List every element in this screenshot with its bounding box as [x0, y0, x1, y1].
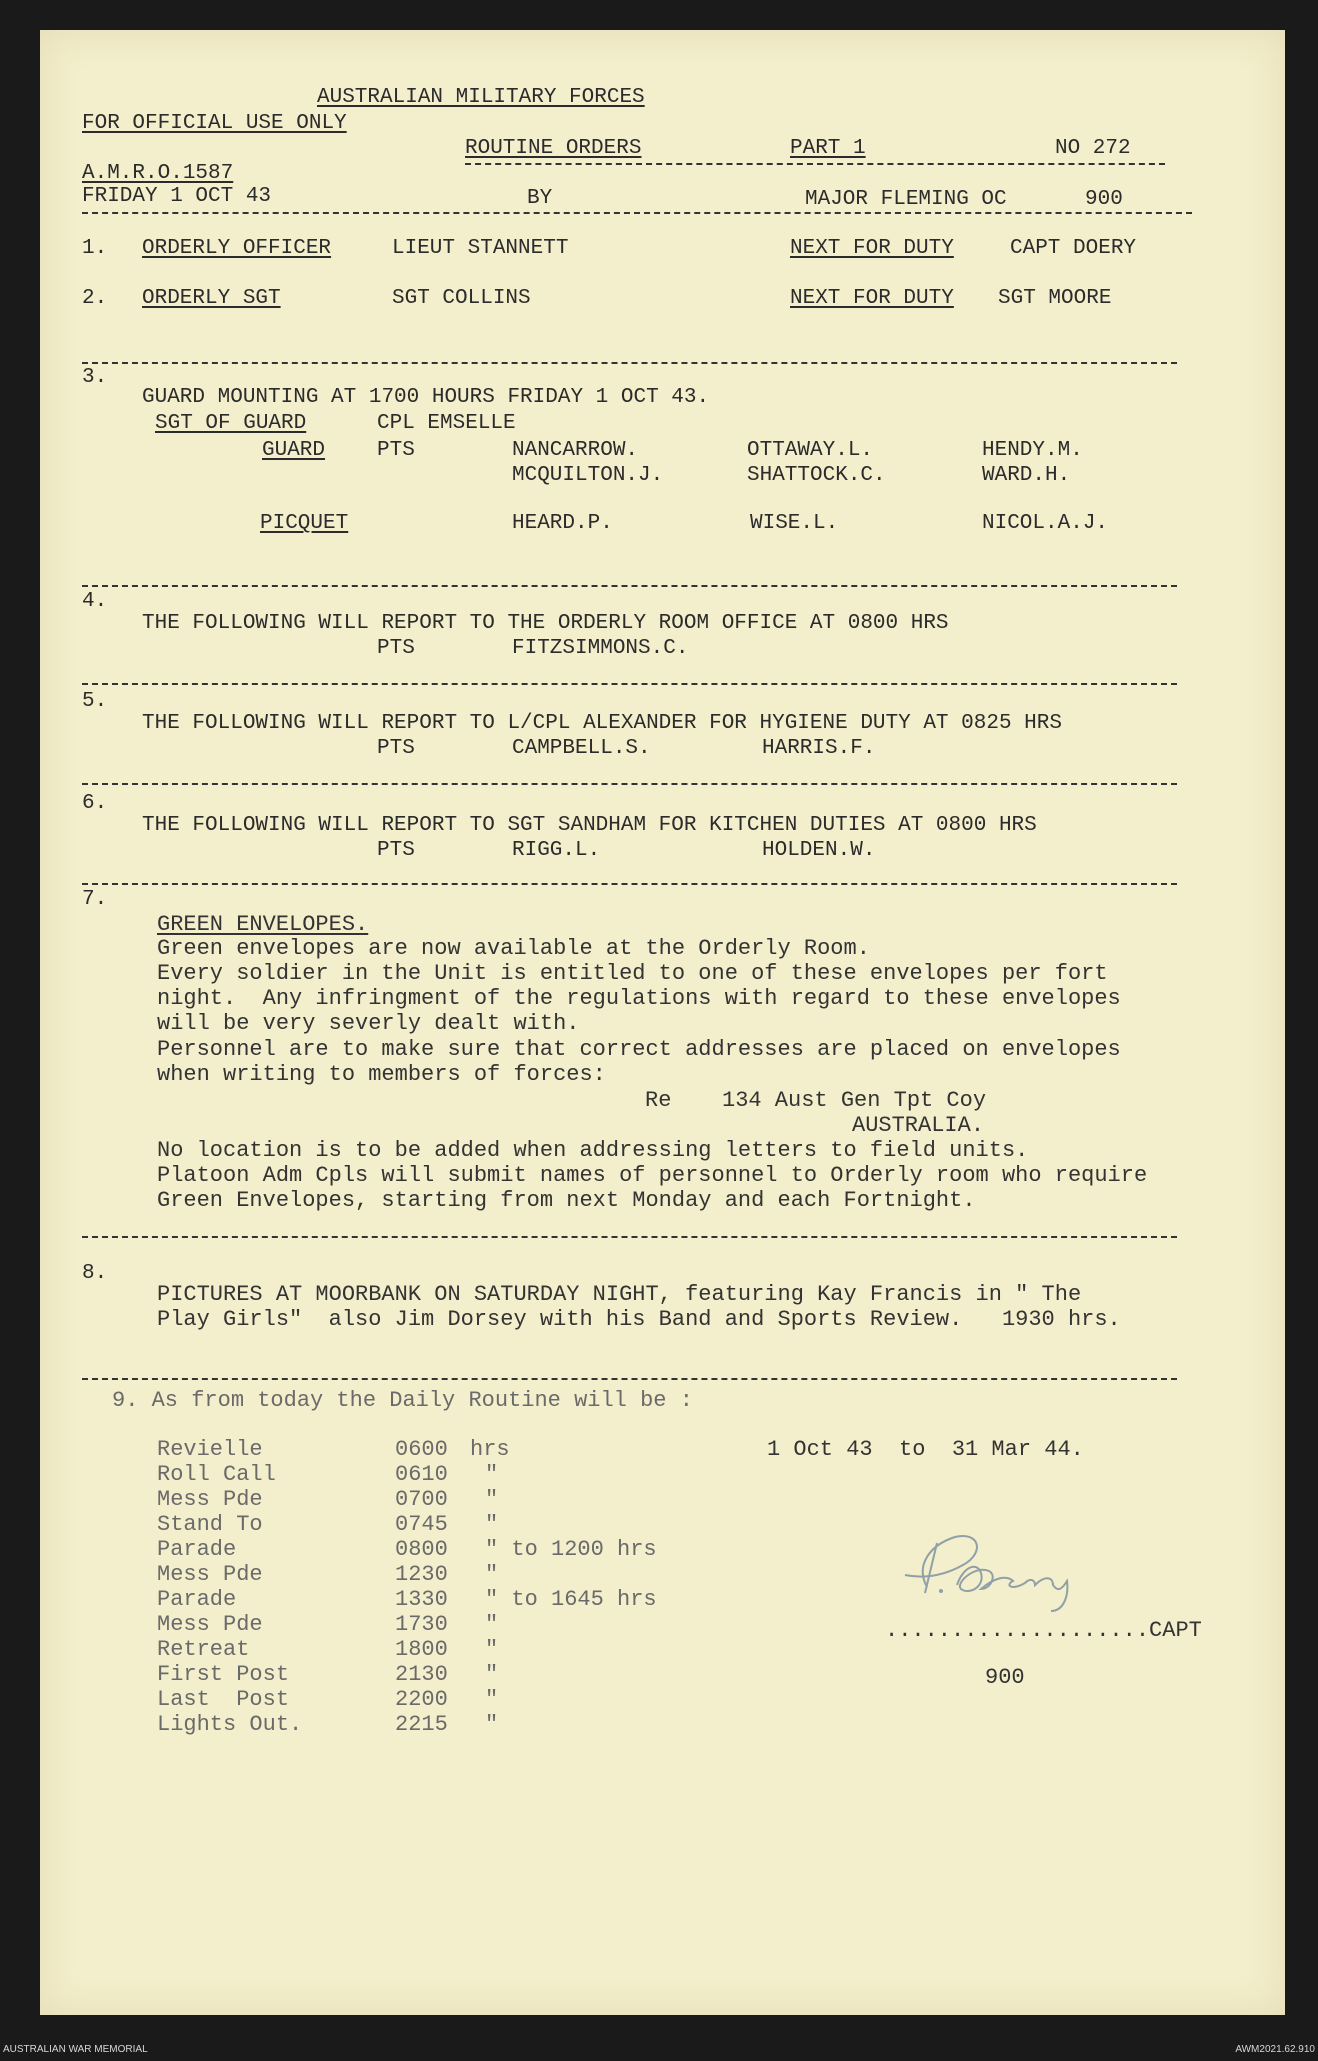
- document-title: AUSTRALIAN MILITARY FORCES: [317, 86, 645, 109]
- routine-item-name: Revielle: [157, 1437, 263, 1462]
- routine-item-time: 0610: [395, 1462, 448, 1487]
- archive-credit: AUSTRALIAN WAR MEMORIAL: [3, 2044, 148, 2055]
- routine-item-note: ": [485, 1562, 499, 1587]
- item-number: 4.: [82, 590, 108, 613]
- handwritten-signature: [885, 1525, 1115, 1615]
- section-rule: [82, 362, 1177, 364]
- routine-item-name: Stand To: [157, 1512, 263, 1537]
- picquet-name: WISE.L.: [750, 512, 839, 535]
- routine-item-name: Mess Pde: [157, 1487, 263, 1512]
- routine-item-name: First Post: [157, 1662, 290, 1687]
- routine-item-note: ": [485, 1687, 499, 1712]
- guard-name: NANCARROW.: [512, 439, 639, 462]
- picquet-name: NICOL.A.J.: [982, 512, 1109, 535]
- part-label: PART 1: [790, 137, 866, 160]
- routine-item-time: 1800: [395, 1637, 448, 1662]
- next-duty-officer: CAPT DOERY: [1010, 237, 1137, 260]
- routine-item-note: " to 1200 hrs: [485, 1537, 657, 1562]
- routine-item-note: ": [485, 1662, 499, 1687]
- item-number: 6.: [82, 792, 108, 815]
- routine-item-note: hrs: [470, 1437, 510, 1462]
- routine-period: 1 Oct 43 to 31 Mar 44.: [767, 1437, 1084, 1462]
- amro-reference: A.M.R.O.1587: [82, 162, 234, 185]
- paragraph-line: Green envelopes are now available at the Orderly Room.: [157, 936, 870, 961]
- item-number: 7.: [82, 888, 108, 911]
- signature-line: ....................CAPT: [885, 1618, 1202, 1643]
- routine-item-note: ": [485, 1712, 499, 1737]
- pts-label: PTS: [377, 439, 415, 462]
- sgt-of-guard-label: SGT OF GUARD: [155, 412, 307, 435]
- routine-item-time: 0800: [395, 1537, 448, 1562]
- routine-item-name: Parade: [157, 1587, 237, 1612]
- routine-item-name: Mess Pde: [157, 1612, 263, 1637]
- section-rule: [82, 683, 1177, 685]
- routine-item-name: Last Post: [157, 1687, 290, 1712]
- address-re-label: Re: [645, 1088, 672, 1113]
- section-rule: [82, 783, 1177, 785]
- header-rule: [465, 163, 1165, 165]
- next-duty-sgt: SGT MOORE: [998, 287, 1112, 310]
- address-line: AUSTRALIA.: [852, 1113, 985, 1138]
- pictures-notice-line: PICTURES AT MOORBANK ON SATURDAY NIGHT, featuring Kay Francis in " The: [157, 1282, 1082, 1307]
- routine-item-time: 0745: [395, 1512, 448, 1537]
- routine-item-time: 0700: [395, 1487, 448, 1512]
- personnel-name: RIGG.L.: [512, 839, 601, 862]
- orderly-sgt-name: SGT COLLINS: [392, 287, 531, 310]
- personnel-name: HOLDEN.W.: [762, 839, 876, 862]
- archive-reference: AWM2021.62.910: [1235, 2044, 1315, 2055]
- routine-item-note: ": [485, 1612, 499, 1637]
- commanding-officer: MAJOR FLEMING OC: [805, 188, 1007, 211]
- routine-item-time: 2200: [395, 1687, 448, 1712]
- official-use-label: FOR OFFICIAL USE ONLY: [82, 112, 347, 135]
- paragraph-line: when writing to members of forces:: [157, 1062, 606, 1087]
- routine-item-note: ": [485, 1637, 499, 1662]
- picquet-name: HEARD.P.: [512, 512, 613, 535]
- item-number: 8.: [82, 1262, 108, 1285]
- routine-item-name: Parade: [157, 1537, 237, 1562]
- next-duty-label: NEXT FOR DUTY: [790, 287, 954, 310]
- paragraph-line: Personnel are to make sure that correct addresses are placed on envelopes: [157, 1037, 1121, 1062]
- unit-number: 900: [1085, 188, 1123, 211]
- pts-label: PTS: [377, 637, 415, 660]
- guard-name: OTTAWAY.L.: [747, 439, 874, 462]
- report-instruction: THE FOLLOWING WILL REPORT TO SGT SANDHAM FOR KITCHEN DUTIES AT 0800 HRS: [142, 814, 1037, 837]
- item-number: 1.: [82, 237, 108, 260]
- sgt-of-guard-name: CPL EMSELLE: [377, 412, 516, 435]
- green-envelopes-heading: GREEN ENVELOPES.: [157, 912, 369, 937]
- item-number: 5.: [82, 690, 108, 713]
- routine-item-name: Retreat: [157, 1637, 250, 1662]
- personnel-name: CAMPBELL.S.: [512, 737, 651, 760]
- routine-orders-label: ROUTINE ORDERS: [465, 137, 642, 160]
- picquet-label: PICQUET: [260, 512, 349, 535]
- section-rule: [82, 1236, 1177, 1238]
- guard-name: SHATTOCK.C.: [747, 464, 886, 487]
- section-rule: [82, 883, 1177, 885]
- report-instruction: THE FOLLOWING WILL REPORT TO L/CPL ALEXANDER FOR HYGIENE DUTY AT 0825 HRS: [142, 712, 1062, 735]
- personnel-name: HARRIS.F.: [762, 737, 876, 760]
- routine-item-time: 2130: [395, 1662, 448, 1687]
- routine-item-time: 2215: [395, 1712, 448, 1737]
- routine-item-note: ": [485, 1512, 499, 1537]
- section-rule: [82, 1378, 1177, 1380]
- item-number: 2.: [82, 287, 108, 310]
- orderly-officer-label: ORDERLY OFFICER: [142, 237, 332, 260]
- guard-mounting-heading: GUARD MOUNTING AT 1700 HOURS FRIDAY 1 OCT 43.: [142, 386, 710, 409]
- guard-name: WARD.H.: [982, 464, 1071, 487]
- paragraph-line: will be very severly dealt with.: [157, 1011, 580, 1036]
- daily-routine-intro: 9. As from today the Daily Routine will be :: [112, 1388, 693, 1413]
- routine-item-time: 1330: [395, 1587, 448, 1612]
- routine-item-time: 1230: [395, 1562, 448, 1587]
- personnel-name: FITZSIMMONS.C.: [512, 637, 689, 660]
- guard-name: HENDY.M.: [982, 439, 1083, 462]
- paragraph-line: night. Any infringment of the regulations with regard to these envelopes: [157, 986, 1121, 1011]
- guard-name: MCQUILTON.J.: [512, 464, 664, 487]
- report-instruction: THE FOLLOWING WILL REPORT TO THE ORDERLY ROOM OFFICE AT 0800 HRS: [142, 612, 949, 635]
- pts-label: PTS: [377, 737, 415, 760]
- guard-label: GUARD: [262, 439, 326, 462]
- date-rule: [82, 212, 1192, 214]
- signature-unit: 900: [985, 1665, 1025, 1690]
- pts-label: PTS: [377, 839, 415, 862]
- orderly-officer-name: LIEUT STANNETT: [392, 237, 569, 260]
- address-line: 134 Aust Gen Tpt Coy: [722, 1088, 987, 1113]
- item-number: 3.: [82, 366, 108, 389]
- section-rule: [82, 585, 1177, 587]
- next-duty-label: NEXT FOR DUTY: [790, 237, 954, 260]
- by-label: BY: [527, 187, 553, 210]
- paragraph-line: Every soldier in the Unit is entitled to one of these envelopes per fort: [157, 961, 1108, 986]
- orderly-sgt-label: ORDERLY SGT: [142, 287, 281, 310]
- routine-item-name: Lights Out.: [157, 1712, 303, 1737]
- pictures-notice-line: Play Girls" also Jim Dorsey with his Band and Sports Review. 1930 hrs.: [157, 1307, 1121, 1332]
- routine-item-note: ": [485, 1487, 499, 1512]
- paragraph-line: No location is to be added when addressing letters to field units.: [157, 1138, 1029, 1163]
- paragraph-line: Green Envelopes, starting from next Monday and each Fortnight.: [157, 1188, 976, 1213]
- routine-item-note: " to 1645 hrs: [485, 1587, 657, 1612]
- document-page: [40, 30, 1285, 2015]
- routine-item-name: Roll Call: [157, 1462, 276, 1487]
- routine-item-time: 0600: [395, 1437, 448, 1462]
- routine-item-name: Mess Pde: [157, 1562, 263, 1587]
- paragraph-line: Platoon Adm Cpls will submit names of personnel to Orderly room who require: [157, 1163, 1148, 1188]
- order-date: FRIDAY 1 OCT 43: [82, 185, 272, 208]
- routine-item-note: ": [485, 1462, 499, 1487]
- routine-item-time: 1730: [395, 1612, 448, 1637]
- order-number: NO 272: [1055, 137, 1131, 160]
